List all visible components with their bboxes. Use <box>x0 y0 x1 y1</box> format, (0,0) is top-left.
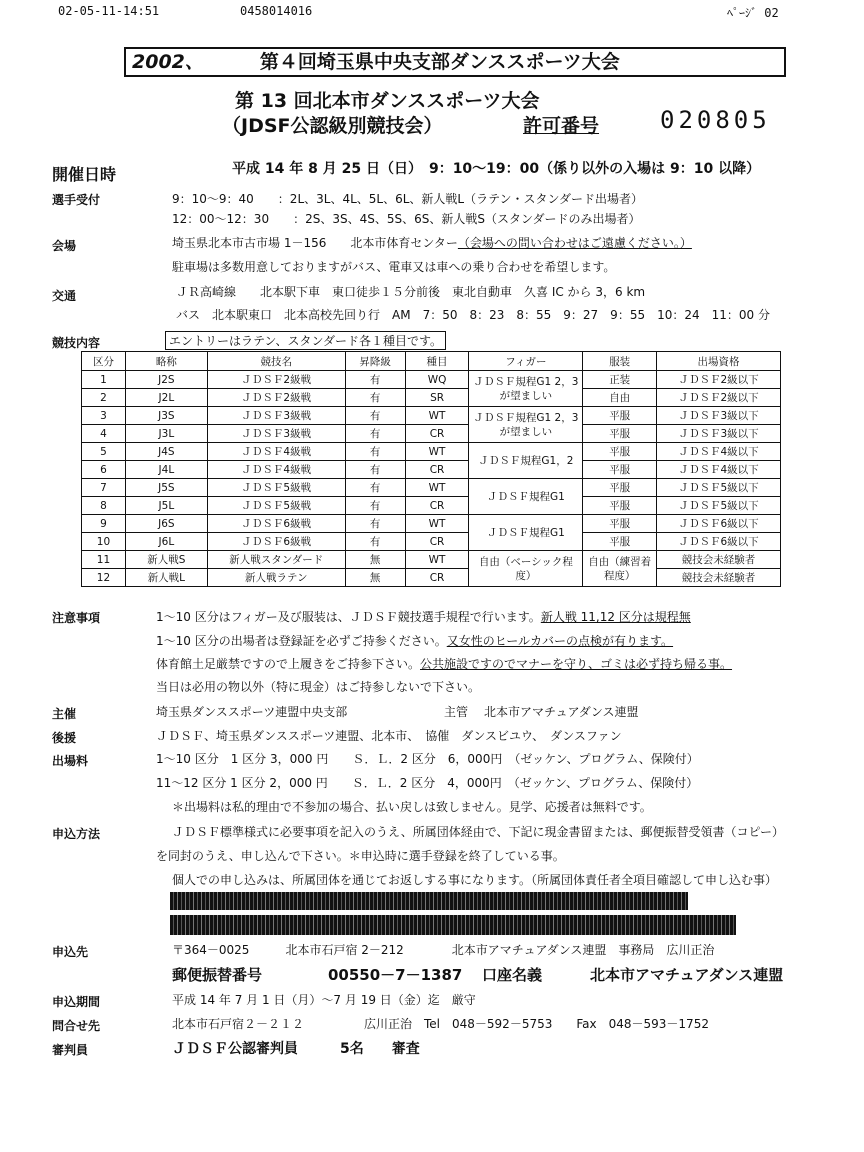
table-cell: 有 <box>345 407 405 425</box>
table-cell: 平服 <box>583 515 657 533</box>
table-cell: 10 <box>82 533 126 551</box>
notes-label: 注意事項 <box>52 611 101 625</box>
table-cell: ＪＤＳＦ2級戦 <box>207 389 345 407</box>
table-row <box>82 569 781 587</box>
table-cell: 8 <box>82 497 126 515</box>
reception-label: 選手受付 <box>52 193 101 207</box>
note-1b: 新人戦 11,12 区分は規程無 <box>540 610 691 624</box>
table-cell: 新人戦スタンダード <box>207 551 345 569</box>
col-header: 種目 <box>405 352 469 371</box>
note-1a: 1～10 区分はフィガー及び服装は、ＪＤＳＦ競技選手規程で行います。 <box>156 610 541 624</box>
table-cell: ＪＤＳＦ3級戦 <box>207 425 345 443</box>
support-label: 後援 <box>52 731 77 745</box>
judge-value: ＪＤＳＦ公認審判員 5名 審査 <box>172 1041 420 1057</box>
subtitle-1: 第 13 回北本市ダンススポーツ大会 <box>235 90 540 112</box>
title-year: 2002、 <box>132 51 204 73</box>
permit-label: 許可番号 <box>523 115 600 137</box>
table-cell: 平服 <box>583 479 657 497</box>
note-1 <box>156 608 691 625</box>
table-cell: 1 <box>82 371 126 389</box>
table-cell: J4L <box>125 461 207 479</box>
table-cell: ＪＤＳＦ3級戦 <box>207 407 345 425</box>
table-cell: 11 <box>82 551 126 569</box>
apply-label: 申込方法 <box>52 827 101 841</box>
table-row <box>82 533 781 551</box>
period-value: 平成 14 年 7 月 1 日（月）～7 月 19 日（金）迄 厳守 <box>172 993 476 1007</box>
table-cell: ＪＤＳＦ2級以下 <box>657 371 781 389</box>
table-row <box>82 479 781 497</box>
table-cell: 正装 <box>583 371 657 389</box>
table-cell: ＪＤＳＦ5級以下 <box>657 497 781 515</box>
fax-datetime: 02-05-11-14:51 <box>58 4 160 18</box>
transport-line-1: ＪＲ高崎線 北本駅下車 東口徒歩１５分前後 東北自動車 久喜 IC から 3，6 km <box>176 285 646 299</box>
table-cell: ＪＤＳＦ3級以下 <box>657 425 781 443</box>
table-cell: 9 <box>82 515 126 533</box>
table-cell: ＪＤＳＦ規程G1 <box>469 479 583 515</box>
table-cell: ＪＤＳＦ6級戦 <box>207 533 345 551</box>
table-cell: 7 <box>82 479 126 497</box>
fee-note: ＊出場料は私的理由で不参加の場合、払い戻しは致しません。見学、応援者は無料です。 <box>172 800 652 814</box>
support-value: ＪＤＳＦ、埼玉県ダンススポーツ連盟、北本市、 協催 ダンスビユウ、 ダンスファン <box>156 729 622 743</box>
table-cell: 有 <box>345 533 405 551</box>
table-cell: ＪＤＳＦ5級以下 <box>657 479 781 497</box>
table-cell: 4 <box>82 425 126 443</box>
table-cell: WT <box>405 515 469 533</box>
table-cell: ＪＤＳＦ3級以下 <box>657 407 781 425</box>
host-value: 埼玉県ダンススポーツ連盟中央支部 <box>156 705 348 719</box>
table-row <box>82 443 781 461</box>
apply-line-3: 個人での申し込みは、所属団体を通じてお返しする事になります。（所属団体責任者全項目確認して申し込む事） <box>172 873 778 887</box>
table-cell: CR <box>405 425 469 443</box>
inquiry-value: 北本市石戸宿２－２１２ 広川正治 Tel 048－592－5753 Fax 048－593－1752 <box>172 1017 709 1031</box>
note-3b: 公共施設ですのでマナーを守り、ゴミは必ず持ち帰る事。 <box>420 657 733 671</box>
table-cell: ＪＤＳＦ4級戦 <box>207 461 345 479</box>
manage-value: 北本市アマチュアダンス連盟 <box>484 705 639 719</box>
table-cell: J3L <box>125 425 207 443</box>
table-cell: ＪＤＳＦ6級以下 <box>657 515 781 533</box>
table-cell: ＪＤＳＦ4級以下 <box>657 461 781 479</box>
table-cell: ＪＤＳＦ5級戦 <box>207 479 345 497</box>
col-header: 出場資格 <box>657 352 781 371</box>
table-cell: 無 <box>345 569 405 587</box>
parking-note: 駐車場は多数用意しておりますがバス、電車又は車への乗り合わせを希望します。 <box>172 260 616 274</box>
table-cell: 新人戦L <box>125 569 207 587</box>
main-title: 第４回埼玉県中央支部ダンススポーツ大会 <box>259 51 620 73</box>
table-cell: 有 <box>345 515 405 533</box>
table-row <box>82 515 781 533</box>
table-cell: ＪＤＳＦ規程G1，2 <box>469 443 583 479</box>
postal-number: 00550－7－1387 <box>328 966 463 984</box>
table-cell: J4S <box>125 443 207 461</box>
table-cell: 平服 <box>583 497 657 515</box>
table-cell: 新人戦ラテン <box>207 569 345 587</box>
date-value: 平成 14 年 8 月 25 日（日） 9：10～19：00（係り以外の入場は 9：10 以降） <box>232 161 761 177</box>
note-2b: 又女性のヒールカバーの点検が有ります。 <box>446 634 674 648</box>
table-cell: CR <box>405 569 469 587</box>
table-cell: ＪＤＳＦ5級戦 <box>207 497 345 515</box>
note-3 <box>156 655 732 672</box>
col-header: 競技名 <box>207 352 345 371</box>
table-cell: WT <box>405 551 469 569</box>
apply-line-1: ＪＤＳＦ標準様式に必要事項を記入のうえ、所属団体経由で、下記に現金書留または、郵便振替受領書（コピー） <box>172 825 785 839</box>
table-cell: 3 <box>82 407 126 425</box>
table-cell: WT <box>405 407 469 425</box>
fax-page: ﾍﾟｰｼﾞ 02 <box>727 6 779 20</box>
table-cell: J5S <box>125 479 207 497</box>
table-row <box>82 407 781 425</box>
table-cell: 自由 <box>583 389 657 407</box>
table-cell: ＪＤＳＦ2級以下 <box>657 389 781 407</box>
table-cell: 新人戦S <box>125 551 207 569</box>
table-cell: 有 <box>345 371 405 389</box>
fees-label: 出場料 <box>52 754 89 768</box>
table-cell: 平服 <box>583 461 657 479</box>
table-cell: 有 <box>345 389 405 407</box>
table-row <box>82 461 781 479</box>
dest-label: 申込先 <box>52 945 89 959</box>
dest-value: 〒364－0025 北本市石戸宿 2－212 北本市アマチュアダンス連盟 事務局 広川正治 <box>172 943 715 957</box>
transport-line-2: バス 北本駅東口 北本高校先回り行 AM 7：50 8：23 8：55 9：27 9：55 10：24 11：00 分 <box>176 308 770 322</box>
table-cell: 平服 <box>583 407 657 425</box>
table-cell: ＪＤＳＦ6級以下 <box>657 533 781 551</box>
fee-line-1: 1～10 区分 1 区分 3，000 円 Ｓ．Ｌ．2 区分 6，000円 （ゼッケン、プログラム、保険付） <box>156 752 699 766</box>
table-cell: J6S <box>125 515 207 533</box>
table-cell: 有 <box>345 443 405 461</box>
table-cell: SR <box>405 389 469 407</box>
venue-line <box>172 234 692 251</box>
table-header-row <box>82 352 781 371</box>
table-cell: ＪＤＳＦ規程G1 2，3が望ましい <box>469 407 583 443</box>
venue-value: 埼玉県北本市古市場 1－156 北本市体育センター <box>172 236 458 250</box>
inquiry-label: 問合せ先 <box>52 1019 101 1033</box>
table-cell: 自由（練習着程度） <box>583 551 657 587</box>
table-body <box>82 371 781 587</box>
apply-line-2: を同封のうえ、申し込んで下さい。＊申込時に選手登録を終了している事。 <box>156 849 565 863</box>
table-cell: 6 <box>82 461 126 479</box>
fee-line-2: 11～12 区分 1 区分 2，000 円 Ｓ．Ｌ．2 区分 4，000円 （ゼッケン、プログラム、保険付） <box>156 776 699 790</box>
note-2a: 1～10 区分の出場者は登録証を必ずご持参ください。 <box>156 634 447 648</box>
main-title-box <box>124 47 786 77</box>
table-cell: 有 <box>345 479 405 497</box>
account-name: 北本市アマチュアダンス連盟 <box>590 966 784 984</box>
events-table <box>81 351 781 587</box>
venue-note: （会場への問い合わせはご遠慮ください。） <box>457 236 692 250</box>
table-cell: 競技会未経験者 <box>657 569 781 587</box>
table-cell: J6L <box>125 533 207 551</box>
period-label: 申込期間 <box>52 995 101 1009</box>
table-cell: 2 <box>82 389 126 407</box>
events-note: エントリーはラテン、スタンダード各１種目です。 <box>165 331 446 350</box>
col-header: 区分 <box>82 352 126 371</box>
table-cell: CR <box>405 533 469 551</box>
table-cell: WT <box>405 443 469 461</box>
table-cell: ＪＤＳＦ規程G1 2，3が望ましい <box>469 371 583 407</box>
table-cell: J3S <box>125 407 207 425</box>
table-row <box>82 497 781 515</box>
table-cell: 平服 <box>583 533 657 551</box>
redacted-block <box>170 892 688 910</box>
table-cell: ＪＤＳＦ規程G1 <box>469 515 583 551</box>
host-label: 主催 <box>52 707 77 721</box>
table-cell: 12 <box>82 569 126 587</box>
redacted-block <box>170 915 736 935</box>
subtitle-2: （JDSF公認級別競技会） <box>222 115 443 137</box>
note-4: 当日は必用の物以外（特に現金）はご持参しないで下さい。 <box>156 680 481 694</box>
table-cell: 5 <box>82 443 126 461</box>
reception-line-1: 9：10～9：40 ：2L、3L、4L、5L、6L、新人戦L（ラテン・スタンダード出場者） <box>172 192 644 206</box>
account-label: 口座名義 <box>482 966 543 984</box>
fax-number: 0458014016 <box>240 4 313 18</box>
table-cell: ＪＤＳＦ4級戦 <box>207 443 345 461</box>
table-cell: 無 <box>345 551 405 569</box>
table-cell: 有 <box>345 461 405 479</box>
table-cell: J5L <box>125 497 207 515</box>
venue-label: 会場 <box>52 239 77 253</box>
table-cell: ＪＤＳＦ6級戦 <box>207 515 345 533</box>
table-cell: 自由（ベーシック程度） <box>469 551 583 587</box>
table-cell: J2S <box>125 371 207 389</box>
table-cell: CR <box>405 461 469 479</box>
table-cell: CR <box>405 497 469 515</box>
transport-label: 交通 <box>52 289 77 303</box>
permit-number: 020805 <box>660 106 771 134</box>
table-cell: 平服 <box>583 425 657 443</box>
table-cell: WQ <box>405 371 469 389</box>
manage-label: 主管 <box>444 705 469 719</box>
note-3a: 体育館土足厳禁ですので上履きをご持参下さい。 <box>156 657 421 671</box>
table-cell: WT <box>405 479 469 497</box>
table-row <box>82 551 781 569</box>
date-label: 開催日時 <box>52 165 117 184</box>
note-2 <box>156 632 673 649</box>
table-cell: 平服 <box>583 443 657 461</box>
reception-line-2: 12：00～12：30 ：2S、3S、4S、5S、6S、新人戦S（スタンダードのみ出場者） <box>172 212 641 226</box>
col-header: 略称 <box>125 352 207 371</box>
table-row <box>82 389 781 407</box>
table-cell: 有 <box>345 425 405 443</box>
table-cell: J2L <box>125 389 207 407</box>
table-cell: ＪＤＳＦ2級戦 <box>207 371 345 389</box>
table-cell: ＪＤＳＦ4級以下 <box>657 443 781 461</box>
col-header: 昇降級 <box>345 352 405 371</box>
col-header: フィガー <box>469 352 583 371</box>
col-header: 服装 <box>583 352 657 371</box>
postal-label: 郵便振替番号 <box>172 966 263 984</box>
judge-label: 審判員 <box>52 1043 89 1057</box>
table-cell: 有 <box>345 497 405 515</box>
table-row <box>82 425 781 443</box>
table-row <box>82 371 781 389</box>
events-label: 競技内容 <box>52 336 101 350</box>
table-cell: 競技会未経験者 <box>657 551 781 569</box>
